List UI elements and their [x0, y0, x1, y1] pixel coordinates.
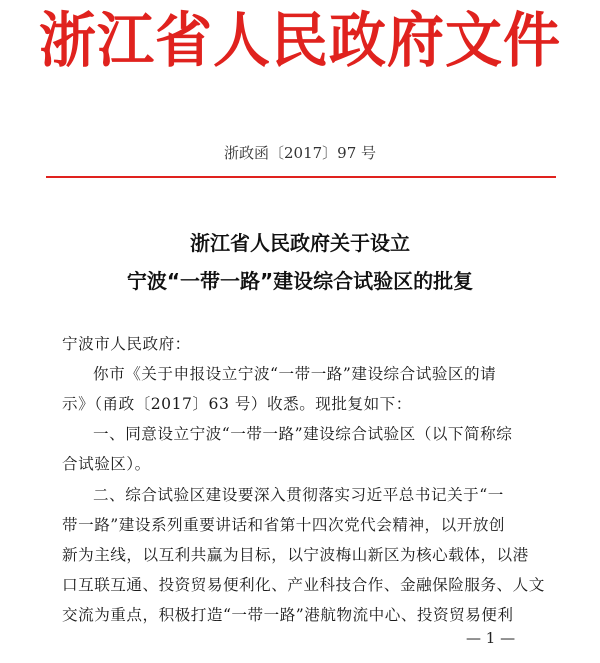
- document-title-line-1: 浙江省人民政府关于设立: [190, 231, 410, 255]
- body-line-3: 一、同意设立宁波“一带一路”建设综合试验区（以下简称综: [93, 425, 513, 443]
- body-line-7: 新为主线，以互利共赢为目标，以宁波梅山新区为核心载体，以港: [62, 546, 529, 564]
- body-line-1: 你市《关于申报设立宁波“一带一路”建设综合试验区的请: [93, 365, 497, 383]
- body-line-2: 示》（甬政〔2017〕63 号）收悉。现批复如下：: [62, 395, 412, 413]
- body-line-5: 二、综合试验区建设要深入贯彻落实习近平总书记关于“一: [93, 486, 504, 504]
- document-title-line-2: 宁波“一带一路”建设综合试验区的批复: [126, 269, 474, 293]
- page-number: — 1 —: [466, 629, 516, 647]
- document-masthead: 浙江省人民政府文件: [39, 5, 561, 76]
- body-line-8: 口互联互通、投资贸易便利化、产业科技合作、金融保险服务、人文: [62, 576, 545, 594]
- red-divider-line: [46, 176, 556, 178]
- body-line-4: 合试验区）。: [62, 455, 151, 473]
- body-line-6: 带一路”建设系列重要讲话和省第十四次党代会精神，以开放创: [62, 516, 506, 534]
- body-line-9: 交流为重点，积极打造“一带一路”港航物流中心、投资贸易便利: [62, 606, 514, 624]
- document-number: 浙政函〔2017〕97 号: [223, 144, 377, 162]
- salutation: 宁波市人民政府：: [62, 335, 191, 353]
